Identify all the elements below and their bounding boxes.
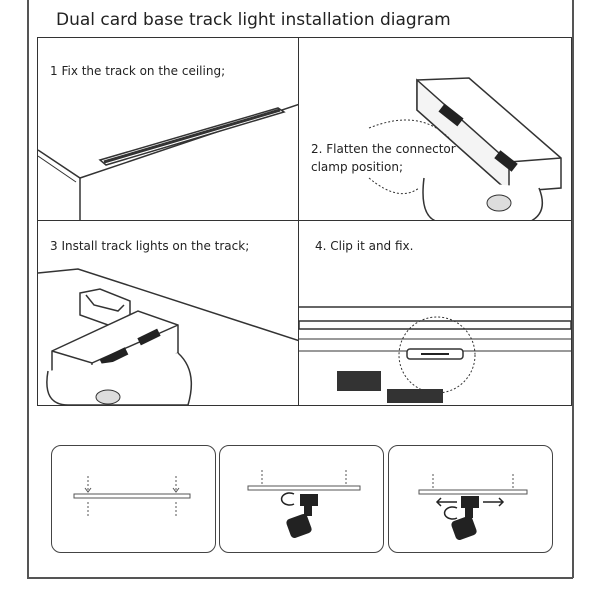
step-4-panel [298,220,572,406]
page-title: Dual card base track light installation diagram [56,10,451,30]
step-4-caption: 4. Clip it and fix. [315,239,414,253]
bottom-card-attach-light [219,445,384,553]
step-2-illustration [299,38,571,222]
frame-right-line [572,0,574,578]
step-2-caption-line-1: 2. Flatten the connector [311,142,456,156]
step-3-panel [37,220,301,406]
bottom-card-rotate-lock [388,445,553,553]
rotate-lock-icon [389,446,552,552]
step-2-panel [298,37,572,223]
step-1-caption: 1 Fix the track on the ceiling; [50,64,226,78]
frame-bottom-line [27,577,573,579]
step-1-panel [37,37,301,223]
mount-track-icon [52,446,215,552]
bottom-card-mount-track [51,445,216,553]
step-3-caption: 3 Install track lights on the track; [50,239,250,253]
attach-light-icon [220,446,383,552]
step-2-caption-line-2: clamp position; [311,160,403,174]
frame-left-line [27,0,29,578]
